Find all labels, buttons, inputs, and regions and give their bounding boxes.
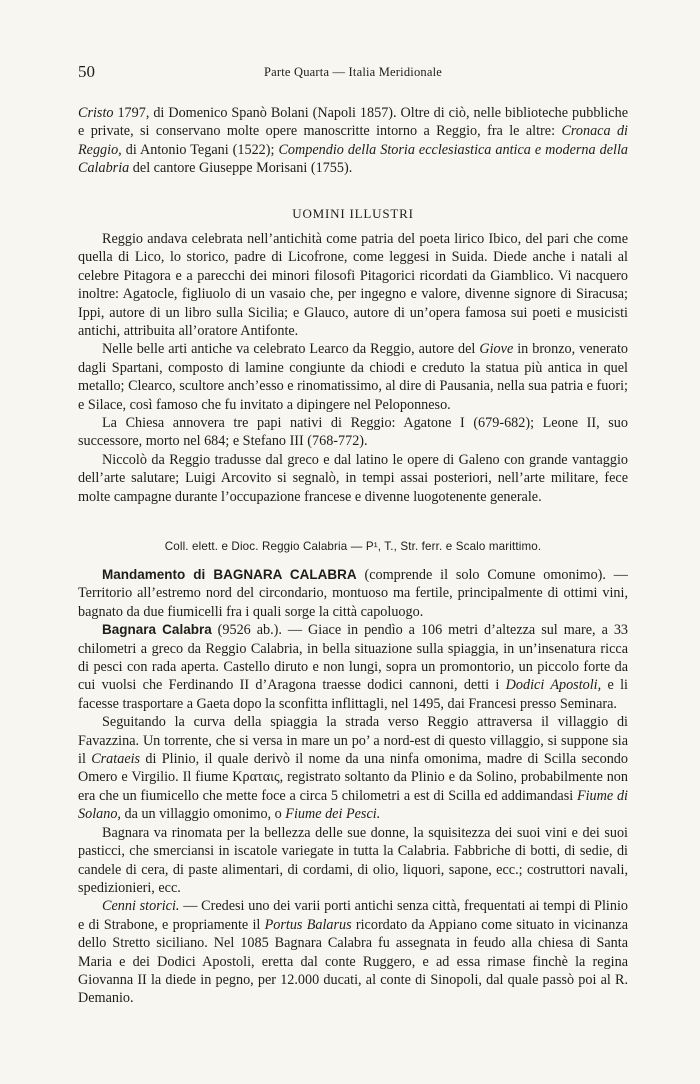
intro-text-3: del cantore Giuseppe Morisani (1755). <box>129 160 353 177</box>
intro-text-2: di Antonio Tegani (1522); <box>121 141 279 158</box>
uomini-illustri-body <box>78 230 628 506</box>
favazzina-italic-fiume-solano: Fiume di Solano, <box>78 787 629 823</box>
page-number: 50 <box>78 62 95 81</box>
bagnara-body <box>78 566 628 1008</box>
illustri-p2-text-2: in bronzo, venerato dagli Spartani, composto di lamine congiunte da chiodi e creduto la statua più antica in quel metallo; Clearco, scultore anch’esso e rinomatissimo, al dire di Pausania, nella sua patria e fuori; e Silace, così famoso che fu invitato a dipingere nel Peloponneso. <box>78 341 628 413</box>
cenni-storici-paragraph <box>78 897 628 1007</box>
section-heading-uomini-illustri: UOMINI ILLUSTRI <box>292 206 414 221</box>
illustri-p2-italic-giove: Giove <box>479 341 514 358</box>
bagnara-town-text-1: (9526 ab.). — Giace in pendìo a 106 metri d’altezza sul mare, a 33 chilometri a greco da Reggio Calabria, in bella situazione sulla spiaggia, in un’insenatura ricca di pesci con rada aperta. Castello diruto e non lungi, sopra un promontorio, un piccolo forte da cui vuolsi che Ferdinando II d’Aragona traesse dodici cannoni, detti i <box>78 622 629 694</box>
illustri-paragraph-1: Reggio andava celebrata nell’antichità come patria del poeta lirico Ibico, del pari che come quella di Lico, lo storico, padre di Licofrone, come leggesi in Suida. Diede anche i natali al celebre Pitagora e a parecchi dei minori filosofi Pitagorici ricordati da Giamblico. Vi nacquero inoltre: Agatocle, figliuolo di un vasaio che, per ingegno e valore, divenne signore di Siracusa; Ippi, autore di un libro sulla Sicilia; e Glauco, autore di un’opera famosa sui poeti e musicisti antichi, attribuita all’oratore Antifonte. <box>78 231 628 340</box>
cenni-text-1: — Credesi uno dei varii porti antichi senza città, frequentati ai tempi di Plinio e di Strabone, e propriamente il <box>78 898 628 933</box>
bagnara-town-heading: Bagnara Calabra <box>102 622 212 638</box>
bagnara-italic-dodici-apostoli: Dodici Apostoli, <box>505 677 602 694</box>
bagnara-town-paragraph <box>78 621 628 713</box>
mandamento-heading: Mandamento di BAGNARA CALABRA <box>102 567 357 582</box>
illustri-paragraph-4: Niccolò da Reggio tradusse dal greco e dal latino le opere di Galeno con grande vantaggio dell’arte salutare; Luigi Arcovito si segnalò, in tempi assai posteriori, nell’arte militare, fece molte campagne durante l’occupazione francese e divenne luogotenente generale. <box>78 451 628 505</box>
rinomata-paragraph: Bagnara va rinomata per la bellezza delle sue donne, la squisitezza dei suoi vini e dei suoi pasticci, che smerciansi in iscatole variegate in tutta la Calabria. Fabbriche di botti, di sedie, di candele di cera, di paste alimentari, di cordami, di olio, liquori, sapone, ecc.; costruttori navali, spedizionieri, ecc. <box>78 824 628 896</box>
intro-italic-cristo: Cristo <box>78 105 114 121</box>
favazzina-text-2: di Plinio, il quale derivò il nome da una ninfa omonima, madre di Scilla secondo Omero e Virgilio. Il fiume Κραταις, registrato soltanto da Plinio e da Solino, probabilmente non era che un fiumicello che mette foce a circa 5 chilometri a est di Scilla ed addimandasi <box>78 751 628 804</box>
intro-title-compendio: Compendio della Storia ecclesiastica antica e moderna della Calabria <box>78 141 628 177</box>
cenni-text-2: ricordato da Appiano come situato in vicinanza dello Stretto siciliano. Nel 1085 Bagnara Calabra fu assegnata in feudo alla chiesa di Santa Maria e dei Dodici Apostoli, eretta dal conte Ruggero, e ad essa rimase finchè la regina Giovanna II la diede in pegno, per 12.000 ducati, al conte di Sinopoli, dal quale passò poi al R. Demanio. <box>78 916 628 1007</box>
illustri-paragraph-3: La Chiesa annovera tre papi nativi di Reggio: Agatone I (679-682); Leone II, suo successore, morto nel 684; e Stefano III (768-772). <box>78 415 628 450</box>
electoral-note: Coll. elett. e Dioc. Reggio Calabria — P¹, T., Str. ferr. e Scalo marittimo. <box>164 540 542 553</box>
favazzina-text-1: Seguitando la curva della spiaggia la strada verso Reggio attraversa il villaggio di Favazzina. Un torrente, che si versa in mare un po’ a nord-est di questo villaggio, si suppone sia il <box>78 714 628 768</box>
intro-text-1: 1797, di Domenico Spanò Bolani (Napoli 1857). Oltre di ciò, nelle biblioteche pubbliche e private, si conservano molte opere manoscritte intorno a Reggio, fra le altre: <box>78 105 628 140</box>
illustri-paragraph-2 <box>78 340 628 414</box>
running-header <box>78 62 628 86</box>
illustri-p2-text-1: Nelle belle arti antiche va celebrato Learco da Reggio, autore del <box>102 341 480 358</box>
favazzina-italic-crataeis: Crataeis <box>91 751 141 768</box>
cenni-italic-portus-balarus: Portus Balarus <box>264 916 352 933</box>
favazzina-italic-fiume-pesci: Fiume dei Pesci. <box>285 806 381 823</box>
favazzina-text-3: da un villaggio omonimo, o <box>120 806 286 823</box>
mandamento-text: (comprende il solo Comune omonimo). — Territorio all’estremo nord del circondario, montuoso ma fertile, principalmente di ottimi vini, bagnato da due fiumicelli fra i quali sorge la città capoluogo. <box>78 567 628 620</box>
intro-paragraph <box>78 104 628 178</box>
favazzina-paragraph <box>78 713 628 823</box>
intro-paragraph-block <box>78 104 628 178</box>
intro-title-cronaca: Cronaca di Reggio, <box>78 123 629 158</box>
mandamento-paragraph <box>78 566 628 621</box>
header-title: Parte Quarta — Italia Meridionale <box>263 65 443 79</box>
bagnara-town-text-2: e li facesse trasportare a Gaeta dopo la sconfitta inflittagli, nel 1495, dai Francesi presso Seminara. <box>78 677 628 712</box>
cenni-storici-label: Cenni storici. <box>102 898 180 915</box>
